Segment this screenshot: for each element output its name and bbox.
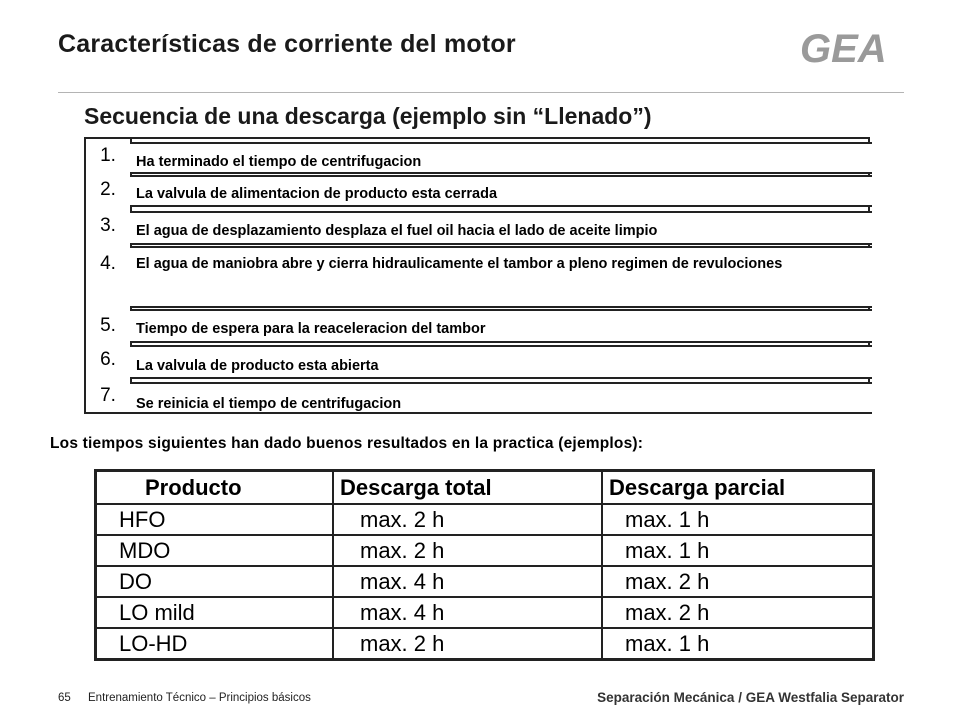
partial-cell: max. 2 h [625, 569, 710, 594]
product-cell: HFO [119, 507, 166, 532]
step-text: La valvula de producto esta abierta [136, 358, 379, 374]
gea-logo [800, 28, 904, 68]
step-text: Ha terminado el tiempo de centrifugacion [136, 154, 422, 170]
slide-title: Características de corriente del motor [58, 30, 516, 58]
step-row [130, 246, 872, 308]
step-number: 1. [100, 145, 116, 166]
step-number: 5. [100, 315, 116, 336]
total-cell: max. 2 h [360, 507, 445, 532]
product-cell: MDO [119, 538, 171, 563]
gea-logo-text: GEA [800, 28, 887, 68]
step-text: Se reinicia el tiempo de centrifugacion [136, 396, 402, 412]
partial-cell: max. 1 h [625, 538, 710, 563]
header-divider [58, 92, 904, 93]
partial-cell: max. 1 h [625, 507, 710, 532]
row-divider [97, 534, 872, 536]
page-number: 65 [58, 692, 71, 704]
row-divider [97, 627, 872, 629]
step-row [130, 382, 872, 414]
step-row [130, 211, 872, 245]
step-row [130, 175, 872, 207]
total-cell: max. 4 h [360, 600, 445, 625]
column-header-product: Producto [145, 475, 242, 500]
total-cell: max. 4 h [360, 569, 445, 594]
step-text: El agua de maniobra abre y cierra hidraulicamente el tambor a pleno regimen de revulociones [136, 256, 783, 272]
step-row [130, 345, 872, 379]
column-header-total: Descarga total [340, 475, 492, 500]
section-subtitle: Secuencia de una descarga (ejemplo sin “Llenado”) [84, 103, 652, 129]
product-cell: LO-HD [119, 631, 188, 656]
recommendation-note: Los tiempos siguientes han dado buenos resultados en la practica (ejemplos): [50, 435, 644, 452]
partial-cell: max. 1 h [625, 631, 710, 656]
step-row [130, 309, 872, 343]
step-number: 2. [100, 179, 116, 200]
step-number: 3. [100, 215, 116, 236]
total-cell: max. 2 h [360, 538, 445, 563]
step-number: 7. [100, 385, 116, 406]
row-divider [97, 565, 872, 567]
footer-left [58, 692, 311, 704]
row-divider [97, 596, 872, 598]
product-cell: DO [119, 569, 152, 594]
steps-table [84, 137, 870, 414]
step-number: 4. [100, 253, 116, 274]
discharge-times-table [94, 469, 875, 661]
partial-cell: max. 2 h [625, 600, 710, 625]
step-text: Tiempo de espera para la reaceleracion del tambor [136, 321, 486, 337]
step-text: La valvula de alimentacion de producto esta cerrada [136, 186, 498, 202]
column-header-partial: Descarga parcial [609, 475, 786, 500]
course-name: Entrenamiento Técnico – Principios básicos [88, 692, 311, 704]
product-cell: LO mild [119, 600, 195, 625]
footer-division: Separación Mecánica / GEA Westfalia Separator [597, 690, 904, 705]
step-row [130, 142, 872, 174]
total-cell: max. 2 h [360, 631, 445, 656]
step-number: 6. [100, 349, 116, 370]
step-text: El agua de desplazamiento desplaza el fuel oil hacia el lado de aceite limpio [136, 223, 658, 239]
